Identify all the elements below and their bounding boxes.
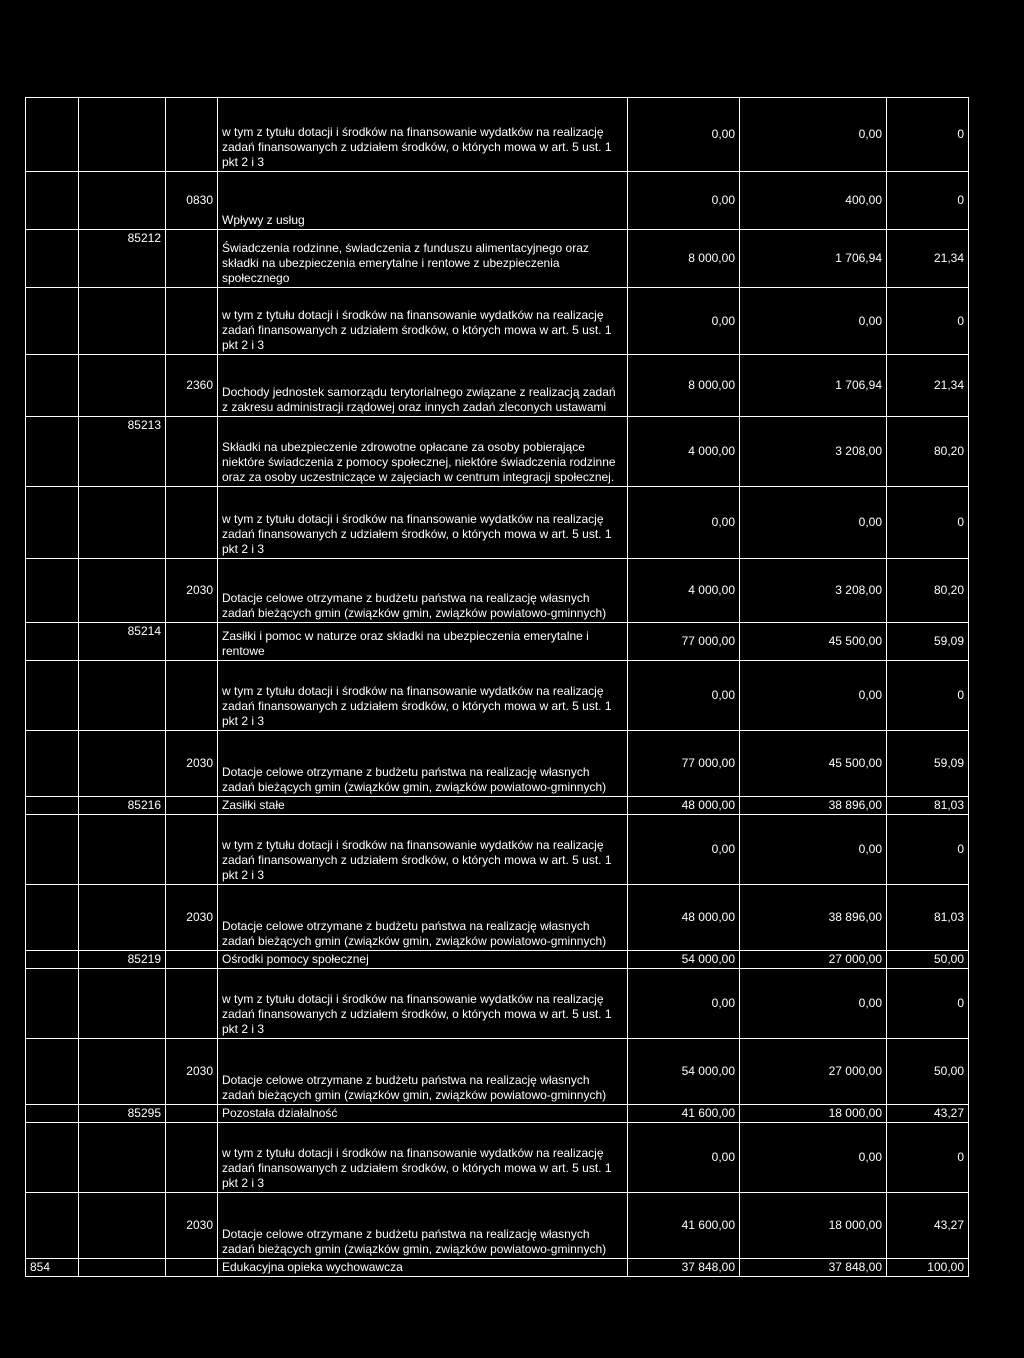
- executed-amount-cell: 45 500,00: [740, 623, 887, 661]
- paragraph-code-cell: [166, 797, 218, 815]
- description-cell: Dotacje celowe otrzymane z budżetu państwa na realizację własnych zadań bieżących gmin (związków gmin, związków powiatowo-gminnych): [218, 731, 628, 797]
- plan-amount-cell: 48 000,00: [628, 885, 740, 951]
- chapter-code-cell: [79, 1193, 166, 1259]
- description-cell: Zasiłki stałe: [218, 797, 628, 815]
- chapter-code-cell: [79, 288, 166, 355]
- paragraph-code-cell: [166, 1259, 218, 1277]
- section-code-cell: [26, 417, 79, 487]
- plan-amount-cell: 4 000,00: [628, 559, 740, 623]
- description-cell: Edukacyjna opieka wychowawcza: [218, 1259, 628, 1277]
- percent-cell: 59,09: [887, 623, 969, 661]
- chapter-code-cell: [79, 98, 166, 172]
- executed-amount-cell: 38 896,00: [740, 885, 887, 951]
- section-code-cell: [26, 1193, 79, 1259]
- plan-amount-cell: 54 000,00: [628, 1039, 740, 1105]
- percent-cell: 21,34: [887, 230, 969, 288]
- section-code-cell: [26, 1105, 79, 1123]
- chapter-code-cell: [79, 969, 166, 1039]
- table-row: [26, 98, 969, 172]
- section-code-cell: [26, 731, 79, 797]
- budget-table: [25, 97, 969, 1277]
- section-code-cell: [26, 355, 79, 417]
- chapter-code-cell: [79, 355, 166, 417]
- percent-cell: 80,20: [887, 417, 969, 487]
- paragraph-code-cell: [166, 1105, 218, 1123]
- executed-amount-cell: 3 208,00: [740, 417, 887, 487]
- executed-amount-cell: 0,00: [740, 487, 887, 559]
- section-code-cell: [26, 559, 79, 623]
- plan-amount-cell: 0,00: [628, 1123, 740, 1193]
- chapter-code-cell: [79, 172, 166, 230]
- percent-cell: 43,27: [887, 1193, 969, 1259]
- plan-amount-cell: 4 000,00: [628, 417, 740, 487]
- executed-amount-cell: 18 000,00: [740, 1105, 887, 1123]
- percent-cell: 21,34: [887, 355, 969, 417]
- chapter-code-cell: [79, 487, 166, 559]
- table-row: [26, 487, 969, 559]
- table-row: [26, 1259, 969, 1277]
- table-row: [26, 417, 969, 487]
- paragraph-code-cell: [166, 230, 218, 288]
- plan-amount-cell: 0,00: [628, 661, 740, 731]
- percent-cell: 0: [887, 815, 969, 885]
- paragraph-code-cell: [166, 623, 218, 661]
- paragraph-code-cell: [166, 661, 218, 731]
- section-code-cell: [26, 951, 79, 969]
- chapter-code-cell: [79, 1259, 166, 1277]
- percent-cell: 80,20: [887, 559, 969, 623]
- percent-cell: 0: [887, 98, 969, 172]
- paragraph-code-cell: 2030: [166, 731, 218, 797]
- section-code-cell: [26, 661, 79, 731]
- section-code-cell: [26, 98, 79, 172]
- percent-cell: 50,00: [887, 1039, 969, 1105]
- table-row: [26, 623, 969, 661]
- executed-amount-cell: 37 848,00: [740, 1259, 887, 1277]
- chapter-code-cell: 85213: [79, 417, 166, 487]
- table-row: [26, 951, 969, 969]
- table-row: [26, 230, 969, 288]
- description-cell: w tym z tytułu dotacji i środków na finansowanie wydatków na realizację zadań finansowanych z udziałem środków, o których mowa w art. 5 ust. 1 pkt 2 i 3: [218, 487, 628, 559]
- executed-amount-cell: 0,00: [740, 661, 887, 731]
- chapter-code-cell: [79, 885, 166, 951]
- plan-amount-cell: 8 000,00: [628, 230, 740, 288]
- section-code-cell: [26, 623, 79, 661]
- paragraph-code-cell: [166, 487, 218, 559]
- executed-amount-cell: 27 000,00: [740, 1039, 887, 1105]
- percent-cell: 0: [887, 487, 969, 559]
- plan-amount-cell: 77 000,00: [628, 623, 740, 661]
- chapter-code-cell: [79, 559, 166, 623]
- paragraph-code-cell: 2030: [166, 1039, 218, 1105]
- percent-cell: 50,00: [887, 951, 969, 969]
- executed-amount-cell: 18 000,00: [740, 1193, 887, 1259]
- percent-cell: 0: [887, 1123, 969, 1193]
- table-row: [26, 355, 969, 417]
- percent-cell: 0: [887, 969, 969, 1039]
- paragraph-code-cell: [166, 815, 218, 885]
- table-row: [26, 661, 969, 731]
- table-row: [26, 172, 969, 230]
- chapter-code-cell: [79, 815, 166, 885]
- description-cell: Pozostała działalność: [218, 1105, 628, 1123]
- executed-amount-cell: 1 706,94: [740, 230, 887, 288]
- executed-amount-cell: 0,00: [740, 815, 887, 885]
- executed-amount-cell: 1 706,94: [740, 355, 887, 417]
- plan-amount-cell: 48 000,00: [628, 797, 740, 815]
- executed-amount-cell: 0,00: [740, 1123, 887, 1193]
- table-row: [26, 731, 969, 797]
- percent-cell: 81,03: [887, 797, 969, 815]
- paragraph-code-cell: [166, 951, 218, 969]
- executed-amount-cell: 27 000,00: [740, 951, 887, 969]
- executed-amount-cell: 3 208,00: [740, 559, 887, 623]
- description-cell: Dochody jednostek samorządu terytorialnego związane z realizacją zadań z zakresu administracji rządowej oraz innych zadań zleconych ustawami: [218, 355, 628, 417]
- description-cell: w tym z tytułu dotacji i środków na finansowanie wydatków na realizację zadań finansowanych z udziałem środków, o których mowa w art. 5 ust. 1 pkt 2 i 3: [218, 661, 628, 731]
- description-cell: Świadczenia rodzinne, świadczenia z funduszu alimentacyjnego oraz składki na ubezpieczenia emerytalne i rentowe z ubezpieczenia społecznego: [218, 230, 628, 288]
- paragraph-code-cell: [166, 417, 218, 487]
- table-row: [26, 1193, 969, 1259]
- table-row: [26, 969, 969, 1039]
- executed-amount-cell: 0,00: [740, 98, 887, 172]
- percent-cell: 100,00: [887, 1259, 969, 1277]
- plan-amount-cell: 0,00: [628, 487, 740, 559]
- description-cell: Zasiłki i pomoc w naturze oraz składki na ubezpieczenia emerytalne i rentowe: [218, 623, 628, 661]
- paragraph-code-cell: 2360: [166, 355, 218, 417]
- description-cell: Dotacje celowe otrzymane z budżetu państwa na realizację własnych zadań bieżących gmin (związków gmin, związków powiatowo-gminnych): [218, 1193, 628, 1259]
- table-row: [26, 815, 969, 885]
- executed-amount-cell: 38 896,00: [740, 797, 887, 815]
- section-code-cell: [26, 230, 79, 288]
- section-code-cell: [26, 969, 79, 1039]
- paragraph-code-cell: [166, 969, 218, 1039]
- plan-amount-cell: 0,00: [628, 815, 740, 885]
- chapter-code-cell: 85214: [79, 623, 166, 661]
- section-code-cell: [26, 1039, 79, 1105]
- chapter-code-cell: [79, 661, 166, 731]
- section-code-cell: [26, 797, 79, 815]
- table-row: [26, 1123, 969, 1193]
- chapter-code-cell: 85295: [79, 1105, 166, 1123]
- executed-amount-cell: 0,00: [740, 288, 887, 355]
- table-row: [26, 559, 969, 623]
- paragraph-code-cell: [166, 1123, 218, 1193]
- chapter-code-cell: [79, 731, 166, 797]
- description-cell: w tym z tytułu dotacji i środków na finansowanie wydatków na realizację zadań finansowanych z udziałem środków, o których mowa w art. 5 ust. 1 pkt 2 i 3: [218, 1123, 628, 1193]
- description-cell: w tym z tytułu dotacji i środków na finansowanie wydatków na realizację zadań finansowanych z udziałem środków, o których mowa w art. 5 ust. 1 pkt 2 i 3: [218, 288, 628, 355]
- section-code-cell: [26, 1123, 79, 1193]
- executed-amount-cell: 0,00: [740, 969, 887, 1039]
- description-cell: Dotacje celowe otrzymane z budżetu państwa na realizację własnych zadań bieżących gmin (związków gmin, związków powiatowo-gminnych): [218, 559, 628, 623]
- section-code-cell: [26, 815, 79, 885]
- description-cell: w tym z tytułu dotacji i środków na finansowanie wydatków na realizację zadań finansowanych z udziałem środków, o których mowa w art. 5 ust. 1 pkt 2 i 3: [218, 815, 628, 885]
- table-row: [26, 1105, 969, 1123]
- table-row: [26, 797, 969, 815]
- chapter-code-cell: [79, 1123, 166, 1193]
- plan-amount-cell: 0,00: [628, 172, 740, 230]
- section-code-cell: [26, 172, 79, 230]
- paragraph-code-cell: 2030: [166, 885, 218, 951]
- percent-cell: 0: [887, 661, 969, 731]
- table-row: [26, 885, 969, 951]
- section-code-cell: [26, 288, 79, 355]
- plan-amount-cell: 0,00: [628, 288, 740, 355]
- description-cell: Dotacje celowe otrzymane z budżetu państwa na realizację własnych zadań bieżących gmin (związków gmin, związków powiatowo-gminnych): [218, 1039, 628, 1105]
- paragraph-code-cell: [166, 288, 218, 355]
- percent-cell: 43,27: [887, 1105, 969, 1123]
- plan-amount-cell: 41 600,00: [628, 1105, 740, 1123]
- plan-amount-cell: 8 000,00: [628, 355, 740, 417]
- description-cell: w tym z tytułu dotacji i środków na finansowanie wydatków na realizację zadań finansowanych z udziałem środków, o których mowa w art. 5 ust. 1 pkt 2 i 3: [218, 98, 628, 172]
- percent-cell: 81,03: [887, 885, 969, 951]
- section-code-cell: [26, 487, 79, 559]
- budget-table-body: [26, 98, 969, 1277]
- plan-amount-cell: 54 000,00: [628, 951, 740, 969]
- paragraph-code-cell: 0830: [166, 172, 218, 230]
- paragraph-code-cell: 2030: [166, 559, 218, 623]
- description-cell: Wpływy z usług: [218, 172, 628, 230]
- description-cell: w tym z tytułu dotacji i środków na finansowanie wydatków na realizację zadań finansowanych z udziałem środków, o których mowa w art. 5 ust. 1 pkt 2 i 3: [218, 969, 628, 1039]
- section-code-cell: [26, 885, 79, 951]
- executed-amount-cell: 400,00: [740, 172, 887, 230]
- chapter-code-cell: 85216: [79, 797, 166, 815]
- executed-amount-cell: 45 500,00: [740, 731, 887, 797]
- percent-cell: 0: [887, 172, 969, 230]
- paragraph-code-cell: [166, 98, 218, 172]
- plan-amount-cell: 77 000,00: [628, 731, 740, 797]
- plan-amount-cell: 37 848,00: [628, 1259, 740, 1277]
- description-cell: Ośrodki pomocy społecznej: [218, 951, 628, 969]
- chapter-code-cell: [79, 1039, 166, 1105]
- chapter-code-cell: 85219: [79, 951, 166, 969]
- percent-cell: 0: [887, 288, 969, 355]
- plan-amount-cell: 0,00: [628, 969, 740, 1039]
- description-cell: Dotacje celowe otrzymane z budżetu państwa na realizację własnych zadań bieżących gmin (związków gmin, związków powiatowo-gminnych): [218, 885, 628, 951]
- section-code-cell: 854: [26, 1259, 79, 1277]
- chapter-code-cell: 85212: [79, 230, 166, 288]
- paragraph-code-cell: 2030: [166, 1193, 218, 1259]
- description-cell: Składki na ubezpieczenie zdrowotne opłacane za osoby pobierające niektóre świadczenia z pomocy społecznej, niektóre świadczenia rodzinne oraz za osoby uczestniczące w zajęciach w centrum integracji społecznej.: [218, 417, 628, 487]
- table-row: [26, 288, 969, 355]
- plan-amount-cell: 41 600,00: [628, 1193, 740, 1259]
- percent-cell: 59,09: [887, 731, 969, 797]
- plan-amount-cell: 0,00: [628, 98, 740, 172]
- table-row: [26, 1039, 969, 1105]
